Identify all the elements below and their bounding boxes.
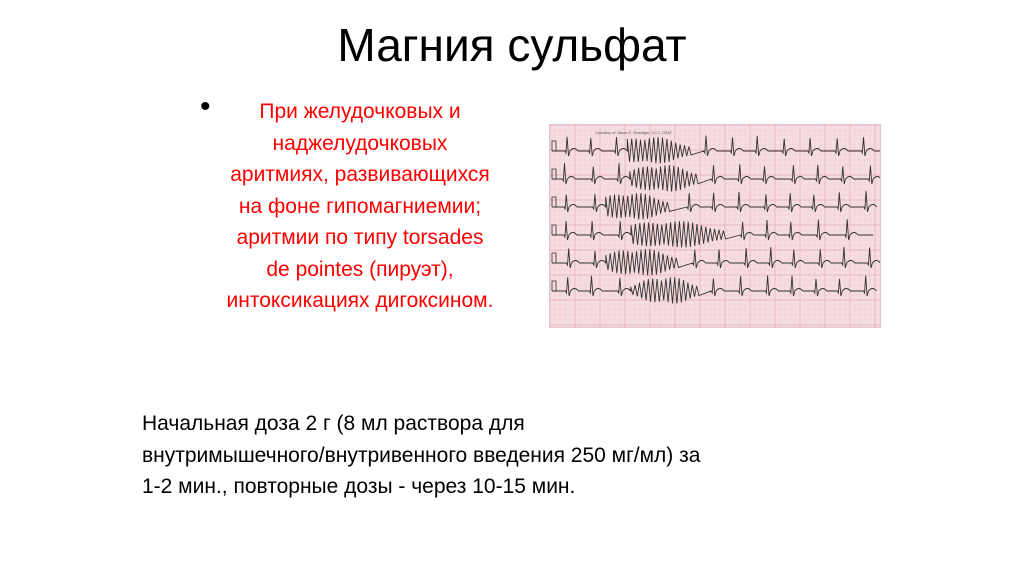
ecg-traces (552, 136, 880, 304)
ecg-tracing (550, 125, 880, 327)
ecg-lead-trace (552, 136, 880, 164)
ecg-caption: Courtesy of Jason E. Roediger, CCT, CRAT (595, 130, 673, 135)
ecg-image (549, 124, 881, 328)
dose-line: Начальная доза 2 г (8 мл раствора для (142, 412, 525, 435)
ecg-lead-trace (552, 191, 877, 219)
indication-line: на фоне гипомагниемии; (238, 194, 482, 218)
ecg-lead-trace (552, 163, 880, 191)
ecg-calibration-mark (552, 197, 556, 207)
ecg-lead-trace (552, 247, 880, 276)
indication-line: интоксикациях дигоксином. (226, 289, 494, 312)
slide-title: Магния сульфат (337, 19, 687, 71)
indication-line: de pointes (пируэт), (266, 257, 454, 281)
indications-text (190, 96, 530, 317)
ecg-calibration-mark (552, 281, 556, 291)
ecg-calibration-mark (552, 253, 556, 263)
ecg-lead-trace (552, 276, 877, 304)
dose-line: 1-2 мин., повторные дозы - через 10-15 мин. (142, 475, 576, 498)
ecg-grid (550, 125, 880, 327)
indications-bullet (190, 90, 530, 317)
dose-line: внутримышечного/внутривенного введения 250 мг/мл) за (142, 443, 701, 467)
indication-line: наджелудочковых (272, 131, 448, 155)
indication-line: При желудочковых и (259, 100, 461, 123)
ecg-calibration-mark (552, 141, 556, 151)
bullet-marker: • (200, 90, 211, 123)
ecg-calibration-mark (552, 169, 556, 179)
dose-paragraph (142, 408, 902, 503)
indication-line: аритмиях, развивающихся (230, 163, 490, 186)
indication-line: аритмии по типу torsades (236, 226, 484, 249)
